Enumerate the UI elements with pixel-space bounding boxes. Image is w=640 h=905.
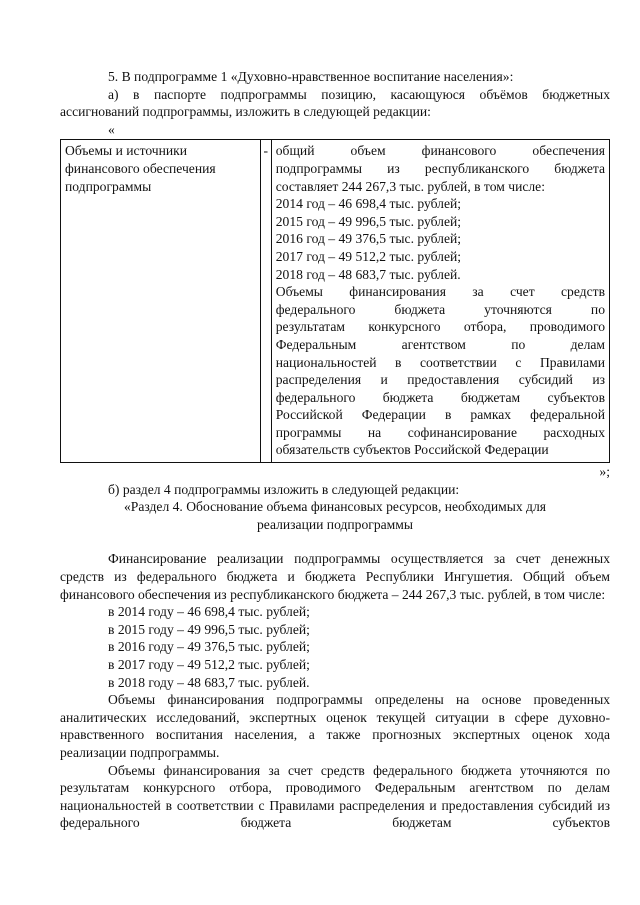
value-line: результатам конкурсного отбора, проводимого: [275, 319, 605, 335]
value-line-2016: 2016 год – 49 376,5 тыс. рублей;: [275, 231, 462, 247]
label-line: финансового обеспечения: [65, 160, 216, 176]
value-line: общий объем финансового обеспечения: [275, 143, 605, 159]
passport-table: [60, 139, 610, 463]
section-heading: [60, 498, 610, 533]
year-item-2017: в 2017 году – 49 512,2 тыс. рублей;: [108, 657, 310, 672]
passport-dash-cell: [260, 140, 271, 463]
value-line: Российской Федерации в рамках федеральной: [275, 407, 605, 423]
label-line: Объемы и источники: [65, 143, 188, 159]
value-line: федерального бюджета уточняются по: [275, 301, 605, 317]
value-line: подпрограммы из республиканского бюджета: [275, 160, 605, 176]
dash-separator: -: [263, 143, 268, 159]
year-item-2016: в 2016 году – 49 376,5 тыс. рублей;: [108, 639, 310, 655]
paragraph-federal: Объемы финансирования за счет средств федерального бюджета уточняются по результатам конкурсного отбора, проводимого Федеральным агентством по делам национальностей в соответствии с Правилами распределения и предоставления субсидий из федерального бюджета бюджетам субъектов: [60, 762, 610, 831]
passport-value-cell: [271, 140, 609, 463]
value-line-2018: 2018 год – 48 683,7 тыс. рублей.: [275, 266, 461, 282]
value-line-2015: 2015 год – 49 996,5 тыс. рублей;: [275, 213, 462, 229]
year-item-2015: в 2015 году – 49 996,5 тыс. рублей;: [108, 621, 310, 637]
value-line: Объемы финансирования за счет средств: [275, 284, 605, 300]
year-item-2014: в 2014 году – 46 698,4 тыс. рублей;: [108, 604, 310, 620]
sub-item-a: а) в паспорте подпрограммы позицию, касающуюся объёмов бюджетных ассигнований подпрограммы, изложить в следующей редакции:: [60, 86, 610, 120]
year-item-2018: в 2018 году – 48 683,7 тыс. рублей.: [108, 674, 310, 690]
value-line: национальностей в соответствии с Правилами: [275, 354, 605, 370]
paragraph-financing: Финансирование реализации подпрограммы осуществляется за счет денежных средств из федерального бюджета и бюджета Республики Ингушетия. Общий объем финансового обеспечения из республиканского бюджета – 244 267,3 тыс. рублей, в том числе:: [60, 551, 610, 602]
value-line: программы на софинансирование расходных: [275, 424, 605, 440]
sub-item-b: б) раздел 4 подпрограммы изложить в следующей редакции:: [108, 481, 460, 497]
item-5-heading: 5. В подпрограмме 1 «Духовно-нравственное воспитание населения»:: [108, 69, 514, 84]
document-page: [60, 68, 610, 832]
passport-label-cell: [61, 140, 261, 463]
close-quote: »;: [599, 464, 610, 480]
paragraph-basis: Объемы финансирования подпрограммы определены на основе проведенных аналитических исследований, экспертных оценок текущей ситуации в сфере духовно-нравственного воспитания населения, а также прогнозных экспертных оценок хода реализации подпрограммы.: [60, 692, 610, 760]
section-heading-line-1: «Раздел 4. Обоснование объема финансовых ресурсов, необходимых для: [123, 499, 547, 515]
label-line: подпрограммы: [65, 178, 152, 194]
spacer: [60, 533, 610, 550]
value-line-2017: 2017 год – 49 512,2 тыс. рублей;: [275, 248, 462, 264]
passport-row-funding: [61, 140, 610, 463]
value-line: составляет 244 267,3 тыс. рублей, в том числе:: [275, 178, 545, 194]
section-heading-line-2: реализации подпрограммы: [256, 516, 414, 532]
value-line: федерального бюджета бюджетам субъектов: [275, 389, 605, 405]
value-line: Федеральным агентством по делам: [275, 336, 605, 352]
open-quote: «: [108, 121, 115, 137]
value-line-2014: 2014 год – 46 698,4 тыс. рублей;: [275, 196, 462, 212]
value-line: обязательств субъектов Российской Федерации: [275, 442, 549, 458]
value-line: распределения и предоставления субсидий из: [275, 372, 605, 388]
